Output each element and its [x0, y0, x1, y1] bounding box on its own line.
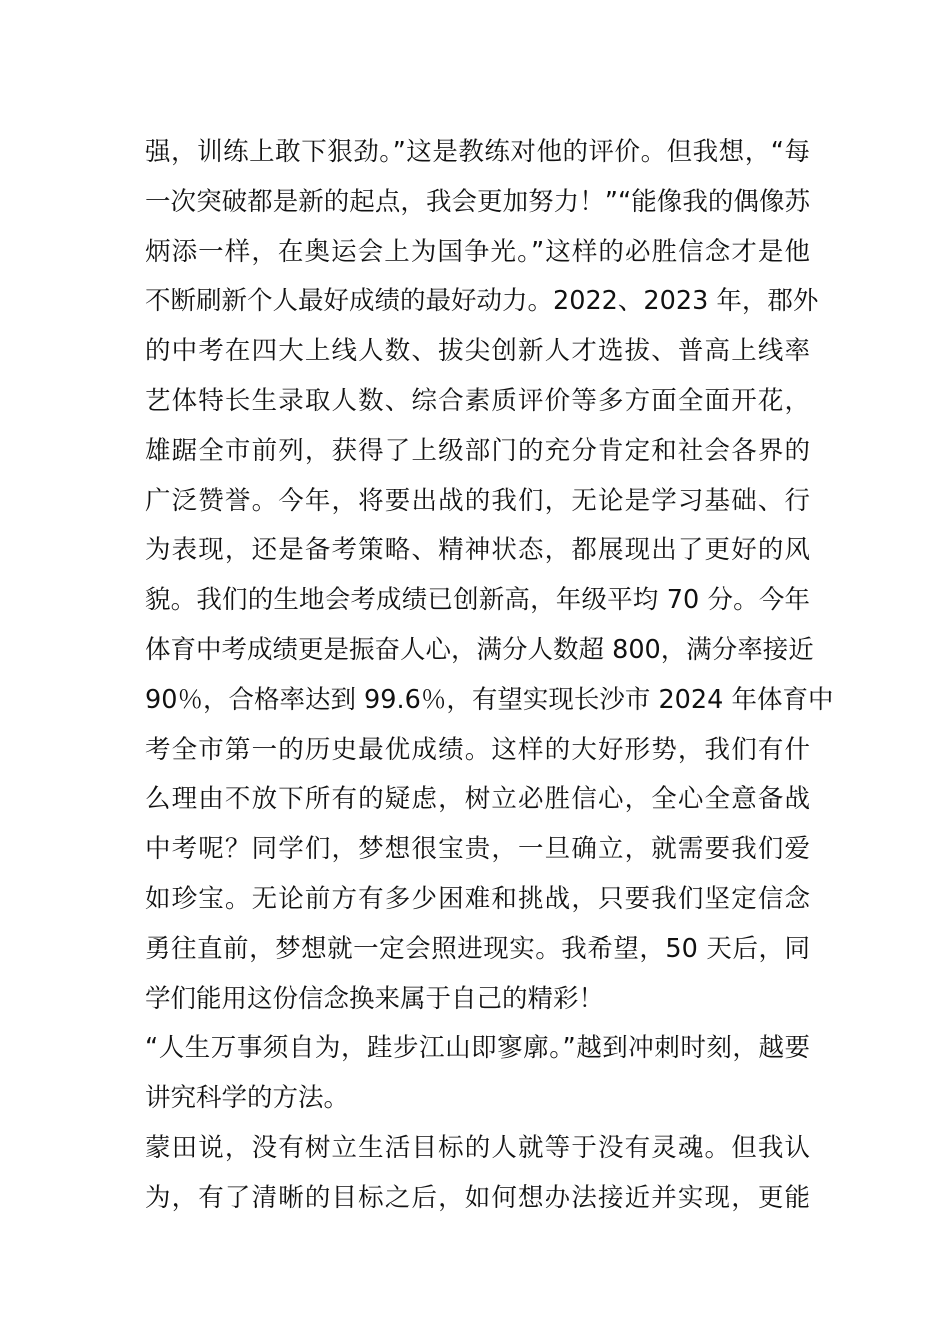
- text-line: 如珍宝。无论前方有多少困难和挑战，只要我们坚定信念: [145, 883, 810, 914]
- text-line: 中考呢？同学们，梦想很宝贵，一旦确立，就需要我们爱: [145, 834, 810, 865]
- text-line: “人生万事须自为，跬步江山即寥廓。”越到冲刺时刻，越要: [145, 1033, 810, 1064]
- text-line: 艺体特长生录取人数、综合素质评价等多方面全面开花，: [145, 385, 810, 416]
- text-line: 90％，合格率达到 99.6％，有望实现长沙市 2024 年体育中: [145, 684, 834, 715]
- text-line: 貌。我们的生地会考成绩已创新高，年级平均 70 分。今年: [145, 585, 810, 616]
- text-line: 为表现，还是备考策略、精神状态，都展现出了更好的风: [145, 535, 810, 566]
- text-line: 广泛赞誉。今年，将要出战的我们，无论是学习基础、行: [145, 485, 810, 516]
- text-line: 强，训练上敢下狠劲。”这是教练对他的评价。但我想，“每: [145, 137, 810, 167]
- text-line: 学们能用这份信念换来属于自己的精彩！: [145, 983, 605, 1014]
- text-line: 的中考在四大上线人数、拔尖创新人才选拔、普高上线率: [145, 336, 810, 367]
- text-line: 一次突破都是新的起点，我会更加努力！”“能像我的偶像苏: [145, 186, 810, 217]
- text-line: 么理由不放下所有的疑虑，树立必胜信心，全心全意备战: [145, 784, 810, 815]
- text-line: 不断刷新个人最好成绩的最好动力。2022、2023 年，郡外: [145, 286, 819, 317]
- text-line: 考全市第一的历史最优成绩。这样的大好形势，我们有什: [145, 734, 810, 765]
- text-line: 讲究科学的方法。: [145, 1083, 350, 1114]
- text-line: 雄踞全市前列，获得了上级部门的充分肯定和社会各界的: [145, 435, 810, 466]
- text-line: 蒙田说，没有树立生活目标的人就等于没有灵魂。但我认: [145, 1132, 810, 1163]
- text-line: 体育中考成绩更是振奋人心，满分人数超 800，满分率接近: [145, 634, 814, 665]
- text-line: 炳添一样，在奥运会上为国争光。”这样的必胜信念才是他: [145, 236, 810, 267]
- text-line: 勇往直前，梦想就一定会照进现实。我希望，50 天后，同: [145, 933, 810, 964]
- text-line: 为，有了清晰的目标之后，如何想办法接近并实现，更能: [145, 1182, 810, 1213]
- body-text: [145, 128, 834, 1224]
